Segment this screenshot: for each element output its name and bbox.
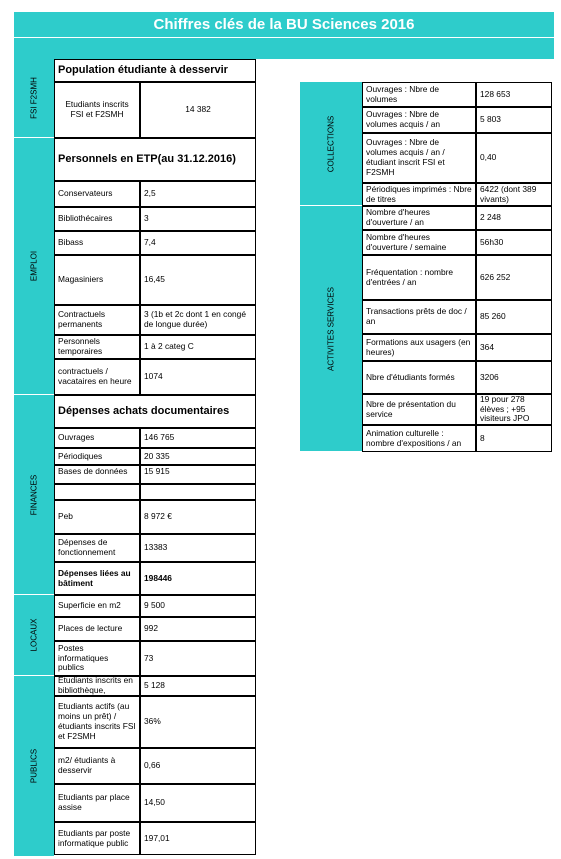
collections-value: 6422 (dont 389 vivants): [476, 183, 552, 206]
publics-value: 0,66: [140, 748, 256, 784]
finances-value: [140, 484, 256, 500]
emploi-header: Personnels en ETP(au 31.12.2016): [54, 138, 256, 181]
publics-label: Etudiants par poste informatique public: [54, 822, 140, 855]
section-bar-fsi: [14, 59, 54, 138]
section-bar-collections: [300, 82, 362, 206]
activites-value: 19 pour 278 élèves ; +95 visiteurs JPO: [476, 394, 552, 425]
emploi-value: 16,45: [140, 255, 256, 305]
publics-value: 5 128: [140, 676, 256, 696]
section-label-finances: FINANCES: [29, 474, 39, 515]
emploi-label: Magasiniers: [54, 255, 140, 305]
publics-value: 36%: [140, 696, 256, 748]
publics-label: Etudiants par place assise: [54, 784, 140, 822]
section-label-publics: PUBLICS: [29, 748, 39, 784]
locaux-label: Postes informatiques publics: [54, 641, 140, 676]
section-bar-locaux: [14, 595, 54, 676]
locaux-value: 9 500: [140, 595, 256, 617]
emploi-label: Conservateurs: [54, 181, 140, 207]
finances-value: 8 972 €: [140, 500, 256, 534]
collections-value: 128 653: [476, 82, 552, 107]
section-label-emploi: EMPLOI: [29, 250, 39, 282]
finances-value: 15 915: [140, 465, 256, 484]
population-value: 14 382: [140, 82, 256, 138]
activites-label: Formations aux usagers (en heures): [362, 334, 476, 361]
section-bar-publics: [14, 676, 54, 857]
activites-value: 85 260: [476, 300, 552, 334]
emploi-label: Personnels temporaires: [54, 335, 140, 359]
finances-header: Dépenses achats documentaires: [54, 395, 256, 428]
section-bar-activites: [300, 206, 362, 452]
finances-label: [54, 484, 140, 500]
locaux-value: 992: [140, 617, 256, 641]
emploi-label: Bibliothécaires: [54, 207, 140, 231]
section-label-fsi: FSI F2SMH: [29, 77, 39, 119]
page-title: Chiffres clés de la BU Sciences 2016: [14, 12, 554, 37]
publics-label: m2/ étudiants à desservir: [54, 748, 140, 784]
section-label-collections: COLLECTIONS: [326, 115, 336, 172]
section-label-locaux: LOCAUX: [29, 618, 39, 652]
collections-value: 0,40: [476, 133, 552, 183]
emploi-value: 2,5: [140, 181, 256, 207]
locaux-label: Superficie en m2: [54, 595, 140, 617]
emploi-value: 1 à 2 categ C: [140, 335, 256, 359]
activites-value: 56h30: [476, 230, 552, 255]
locaux-value: 73: [140, 641, 256, 676]
activites-label: Nbre d'étudiants formés: [362, 361, 476, 394]
collections-label: Ouvrages : Nbre de volumes acquis / an / étudiant inscrit FSI et F2SMH: [362, 133, 476, 183]
finances-label: Dépenses liées au bâtiment: [54, 562, 140, 595]
finances-value: 146 765: [140, 428, 256, 448]
collections-label: Périodiques imprimés : Nbre de titres: [362, 183, 476, 206]
collections-value: 5 803: [476, 107, 552, 133]
emploi-value: 7,4: [140, 231, 256, 255]
locaux-label: Places de lecture: [54, 617, 140, 641]
emploi-label: contractuels / vacataires en heure: [54, 359, 140, 395]
activites-value: 2 248: [476, 206, 552, 230]
finances-label: Dépenses de fonctionnement: [54, 534, 140, 562]
activites-value: 626 252: [476, 255, 552, 300]
header-band: [14, 38, 554, 59]
activites-label: Nbre de présentation du service: [362, 394, 476, 425]
emploi-value: 3: [140, 207, 256, 231]
activites-label: Fréquentation : nombre d'entrées / an: [362, 255, 476, 300]
activites-value: 3206: [476, 361, 552, 394]
activites-value: 8: [476, 425, 552, 452]
finances-value: 20 335: [140, 448, 256, 465]
publics-label: Etudiants inscrits en bibliothèque,: [54, 676, 140, 696]
finances-label: Périodiques: [54, 448, 140, 465]
finances-value: 13383: [140, 534, 256, 562]
emploi-value: 1074: [140, 359, 256, 395]
finances-label: Ouvrages: [54, 428, 140, 448]
finances-label: Bases de données: [54, 465, 140, 484]
finances-value: 198446: [140, 562, 256, 595]
publics-value: 14,50: [140, 784, 256, 822]
publics-value: 197,01: [140, 822, 256, 855]
section-bar-emploi: [14, 138, 54, 395]
population-label: Etudiants inscrits FSI et F2SMH: [54, 82, 140, 138]
collections-label: Ouvrages : Nbre de volumes acquis / an: [362, 107, 476, 133]
population-header: Population étudiante à desservir: [54, 59, 256, 82]
activites-label: Nombre d'heures d'ouverture / semaine: [362, 230, 476, 255]
emploi-label: Bibass: [54, 231, 140, 255]
activites-label: Animation culturelle : nombre d'expositions / an: [362, 425, 476, 452]
section-label-activites: ACTIVITES SERVICES: [326, 286, 336, 371]
collections-label: Ouvrages : Nbre de volumes: [362, 82, 476, 107]
activites-label: Nombre d'heures d'ouverture / an: [362, 206, 476, 230]
emploi-value: 3 (1b et 2c dont 1 en congé de longue durée): [140, 305, 256, 335]
activites-value: 364: [476, 334, 552, 361]
publics-label: Etudiants actifs (au moins un prêt) / étudiants inscrits FSI et F2SMH: [54, 696, 140, 748]
finances-label: Peb: [54, 500, 140, 534]
emploi-label: Contractuels permanents: [54, 305, 140, 335]
section-bar-finances: [14, 395, 54, 595]
activites-label: Transactions prêts de doc / an: [362, 300, 476, 334]
